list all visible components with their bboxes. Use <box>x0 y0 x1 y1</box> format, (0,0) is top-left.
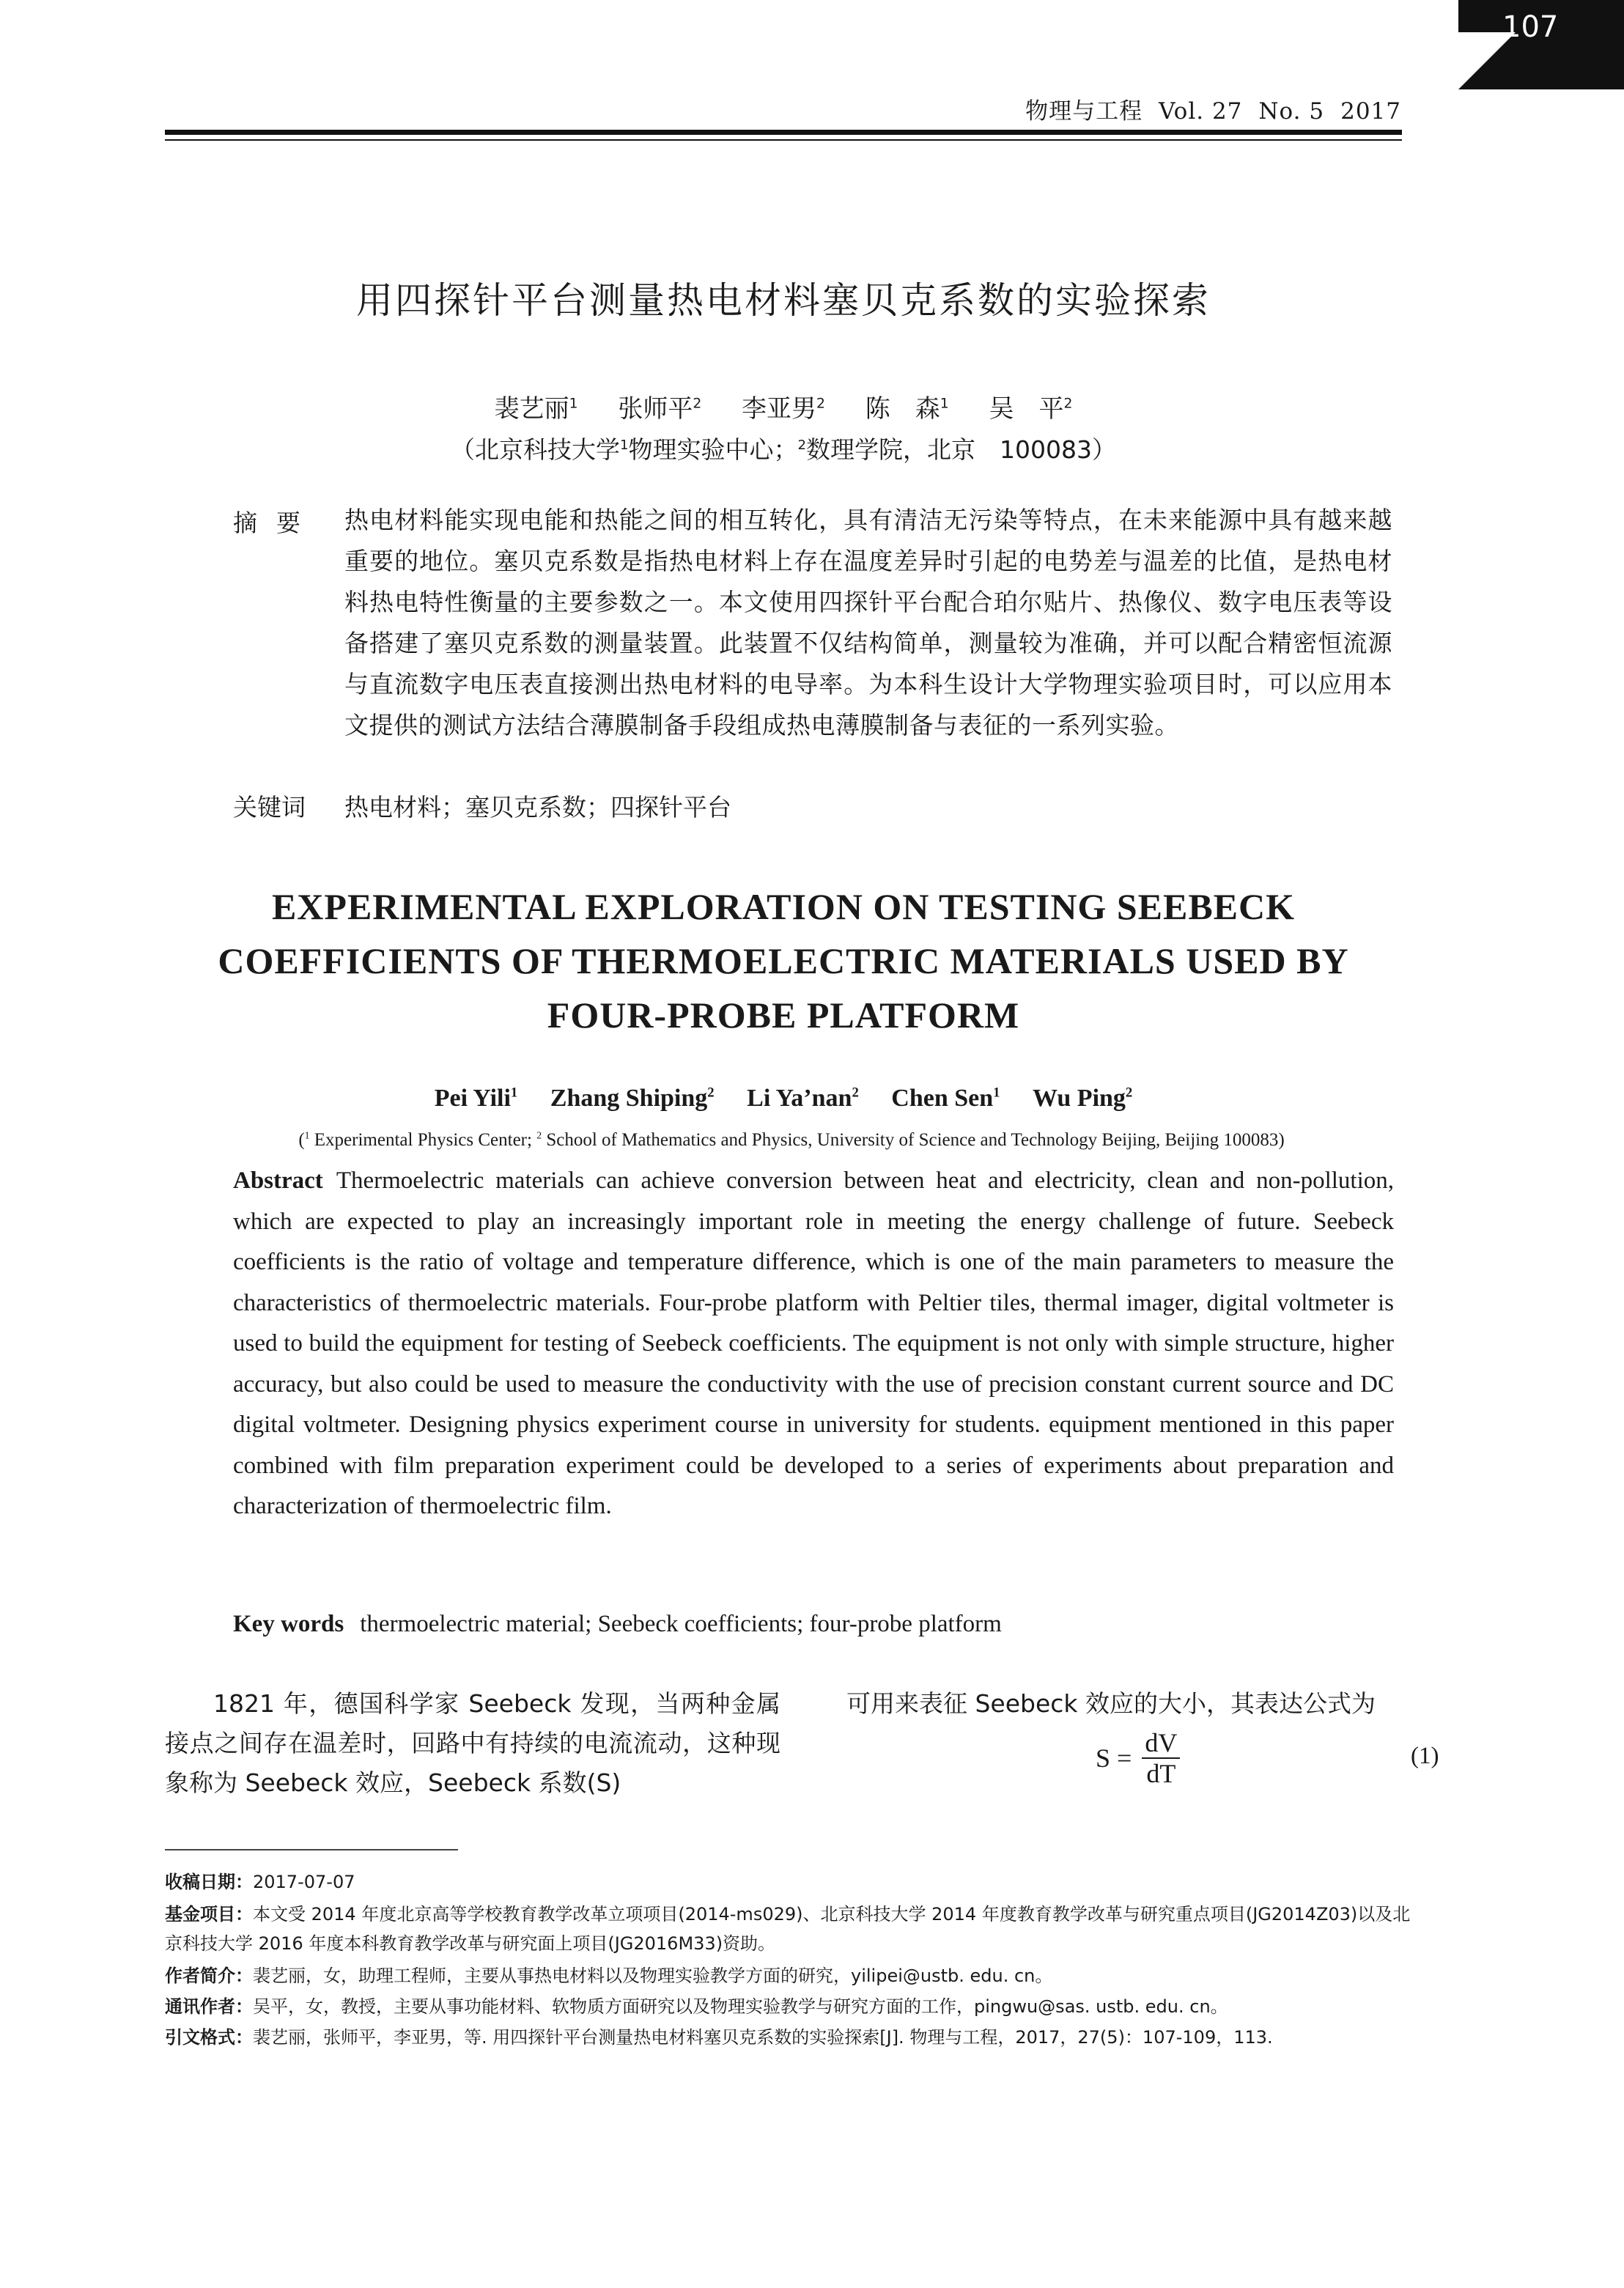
footnote-citation: 引文格式：裴艺丽，张师平，李亚男，等. 用四探针平台测量热电材料塞贝克系数的实验探索[J]. 物理与工程，2017，27(5)：107-109，113. <box>165 2027 1273 2048</box>
equation-number: (1) <box>1411 1743 1439 1769</box>
body-text-left: 1821 年，德国科学家 Seebeck 发现，当两种金属接点之间存在温差时，回路中有持续的电流流动，这种现象称为 Seebeck 效应，Seebeck 系数(S) <box>165 1689 780 1797</box>
footnote-received: 收稿日期：2017-07-07 <box>165 1872 355 1892</box>
en-author: Wu Ping$^2$ <box>1033 1085 1133 1112</box>
en-abstract <box>233 1161 1394 1527</box>
cn-author: 李亚男$^2$ <box>742 394 825 424</box>
en-title: EXPERIMENTAL EXPLORATION ON TESTING SEEBECK COEFFICIENTS OF THERMOELECTRIC MATERIALS USED BY FOUR-PROBE PLATFORM <box>218 886 1349 1036</box>
cn-author: 张师平$^2$ <box>618 394 702 424</box>
en-affiliation: ($^1$ Experimental Physics Center; $^2$ School of Mathematics and Physics, University of Science and Technology Beijing, Beijing 100083) <box>298 1129 1285 1150</box>
en-keywords-text: thermoelectric material; Seebeck coefficients; four-probe platform <box>360 1611 1002 1637</box>
equation-denominator: dT <box>1146 1759 1176 1788</box>
cn-abstract: 热电材料能实现电能和热能之间的相互转化，具有清洁无污染等特点，在未来能源中具有越来越重要的地位。塞贝克系数是指热电材料上存在温度差异时引起的电势差与温差的比值，是热电材料热电特性衡量的主要参数之一。本文使用四探针平台配合珀尔贴片、热像仪、数字电压表等设备搭建了塞贝克系数的测量装置。此装置不仅结构简单，测量较为准确，并可以配合精密恒流源与直流数字电压表直接测出热电材料的电导率。为本科生设计大学物理实验项目时，可以应用本文提供的测试方法结合薄膜制备手段组成热电薄膜制备与表征的一系列实验。 <box>344 506 1392 739</box>
en-authors <box>165 1085 1402 1112</box>
cn-keywords: 热电材料；塞贝克系数；四探针平台 <box>344 793 731 822</box>
footnote-rule <box>165 1849 458 1850</box>
en-author: Pei Yili$^1$ <box>434 1085 518 1112</box>
equation <box>1096 1728 1180 1788</box>
body-text-right: 可用来表征 Seebeck 效应的大小，其表达公式为 <box>846 1689 1376 1718</box>
cn-author: 裴艺丽$^1$ <box>494 394 578 424</box>
cn-keywords-label: 关键词 <box>233 793 306 822</box>
cn-author: 陈 森$^1$ <box>865 394 949 424</box>
en-keywords-label: Key words <box>233 1611 344 1637</box>
running-header <box>953 92 1401 125</box>
cn-author: 吴 平$^2$ <box>989 394 1073 424</box>
cn-authors <box>165 388 1402 424</box>
journal-year: 2017 <box>1340 98 1401 125</box>
en-abstract-text: Thermoelectric materials can achieve conversion between heat and electricity, clean and non-pollution, which are expected to play an increasingly important role in meeting the energy challenge of future. Seebeck coefficients is the ratio of voltage and temperature difference, which is one of the main parameters to measure the characteristics of thermoelectric materials. Four-probe platform with Peltier tiles, thermal imager, digital voltmeter is used to build the equipment for testing of Seebeck coefficients. The equipment is not only with simple structure, higher accuracy, but also could be used to measure the conductivity with the use of precision constant current source and DC digital voltmeter. Designing physics experiment course in university for students. equipment mentioned in this paper combined with film preparation experiment could be developed to a series of experiments about preparation and characterization of thermoelectric film. <box>233 1167 1394 1519</box>
header-rule-thin <box>165 139 1402 141</box>
en-abstract-label: Abstract <box>233 1167 323 1194</box>
equation-lhs: S = <box>1096 1743 1132 1773</box>
equation-numerator: dV <box>1142 1728 1180 1759</box>
en-keywords <box>233 1611 1394 1638</box>
footnote-corresponding: 通讯作者：吴平，女，教授，主要从事功能材料、软物质方面研究以及物理实验教学与研究方面的工作，pingwu@sas. ustb. edu. cn。 <box>165 1996 1228 2017</box>
header-rule <box>165 130 1402 135</box>
journal-volume: Vol. 27 <box>1159 98 1243 125</box>
footnote-author: 作者简介：裴艺丽，女，助理工程师，主要从事热电材料以及物理实验教学方面的研究，yilipei@ustb. edu. cn。 <box>165 1966 1053 1986</box>
en-author: Zhang Shiping$^2$ <box>550 1085 715 1112</box>
cn-title: 用四探针平台测量热电材料塞贝克系数的实验探索 <box>356 279 1211 322</box>
equation-fraction <box>1142 1728 1180 1788</box>
page-number: 107 <box>1502 10 1559 44</box>
en-author: Li Ya’nan$^2$ <box>747 1085 859 1112</box>
journal-issue: No. 5 <box>1258 98 1325 125</box>
cn-abstract-label: 摘要 <box>233 509 320 537</box>
cn-affiliation: （北京科技大学$^1$物理实验中心；$^2$数理学院，北京 100083） <box>450 435 1117 464</box>
footnote-fund: 基金项目：本文受 2014 年度北京高等学校教育教学改革立项项目(2014-ms029)、北京科技大学 2014 年度教育教学改革与研究重点项目(JG2014Z03)以及北京科技大学 2016 年度本科教育教学改革与研究面上项目(JG2016M33)资助。 <box>165 1904 1411 1954</box>
journal-name: 物理与工程 <box>1025 98 1143 125</box>
en-author: Chen Sen$^1$ <box>891 1085 1000 1112</box>
